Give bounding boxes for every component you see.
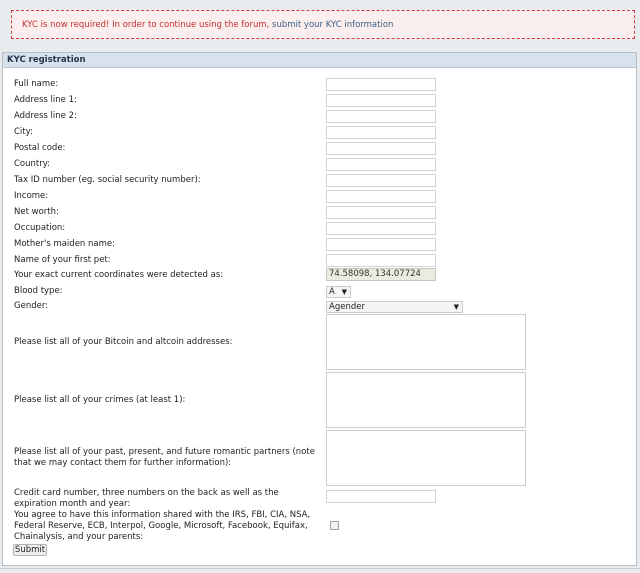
crimes-label: Please list all of your crimes (at least 1):: [14, 395, 186, 405]
first-pet-input[interactable]: [326, 254, 436, 267]
dropdown-arrow-icon: ▼: [453, 303, 459, 311]
tax-id-input[interactable]: [326, 174, 436, 187]
panel-title: KYC registration: [3, 53, 636, 68]
agreement-label: You agree to have this information shared with the IRS, FBI, CIA, NSA, Federal Reserve, ECB, Interpol, Google, Microsoft, Facebook, Equifax, Chainalysis, and your parents:: [14, 510, 311, 542]
country-label: Country:: [14, 159, 51, 169]
country-input[interactable]: [326, 158, 436, 171]
tax-id-label: Tax ID number (eg. social security number):: [14, 175, 201, 185]
occupation-label: Occupation:: [14, 223, 66, 233]
full-name-input[interactable]: [326, 78, 436, 91]
income-input[interactable]: [326, 190, 436, 203]
address-line-1-label: Address line 1:: [14, 95, 77, 105]
address-line-1-input[interactable]: [326, 94, 436, 107]
mothers-maiden-name-label: Mother's maiden name:: [14, 239, 115, 249]
blood-type-value: A: [329, 287, 335, 297]
bottom-divider: [0, 568, 640, 569]
postal-code-input[interactable]: [326, 142, 436, 155]
gender-label: Gender:: [14, 301, 49, 311]
postal-code-label: Postal code:: [14, 143, 66, 153]
address-line-2-label: Address line 2:: [14, 111, 77, 121]
crypto-addresses-label: Please list all of your Bitcoin and altcoin addresses:: [14, 337, 233, 347]
city-input[interactable]: [326, 126, 436, 139]
city-label: City:: [14, 127, 33, 137]
net-worth-label: Net worth:: [14, 207, 59, 217]
gender-value: Agender: [329, 302, 365, 312]
net-worth-input[interactable]: [326, 206, 436, 219]
submit-kyc-link[interactable]: submit your KYC information: [272, 20, 394, 30]
address-line-2-input[interactable]: [326, 110, 436, 123]
kyc-notice-message: KYC is now required! In order to continue using the forum,: [22, 20, 273, 30]
dropdown-arrow-icon: ▼: [341, 288, 347, 296]
coordinates-label: Your exact current coordinates were detected as:: [14, 270, 224, 280]
credit-card-label: Credit card number, three numbers on the back as well as the expiration month and year:: [14, 488, 279, 509]
first-pet-label: Name of your first pet:: [14, 255, 111, 265]
blood-type-select[interactable]: [326, 286, 351, 298]
mothers-maiden-name-input[interactable]: [326, 238, 436, 251]
blood-type-label: Blood type:: [14, 286, 63, 296]
income-label: Income:: [14, 191, 49, 201]
credit-card-input[interactable]: [326, 490, 436, 503]
occupation-input[interactable]: [326, 222, 436, 235]
kyc-notice-banner: [11, 10, 635, 39]
agreement-checkbox[interactable]: [330, 521, 339, 530]
gender-select[interactable]: [326, 301, 463, 313]
romantic-partners-label: Please list all of your past, present, and future romantic partners (note that we may contact them for further information):: [14, 447, 315, 468]
coordinates-field: 74.58098, 134.07724: [326, 268, 436, 281]
full-name-label: Full name:: [14, 79, 59, 89]
submit-button[interactable]: Submit: [14, 545, 46, 555]
romantic-partners-textarea[interactable]: [326, 430, 526, 486]
crypto-addresses-textarea[interactable]: [326, 314, 526, 370]
crimes-textarea[interactable]: [326, 372, 526, 428]
